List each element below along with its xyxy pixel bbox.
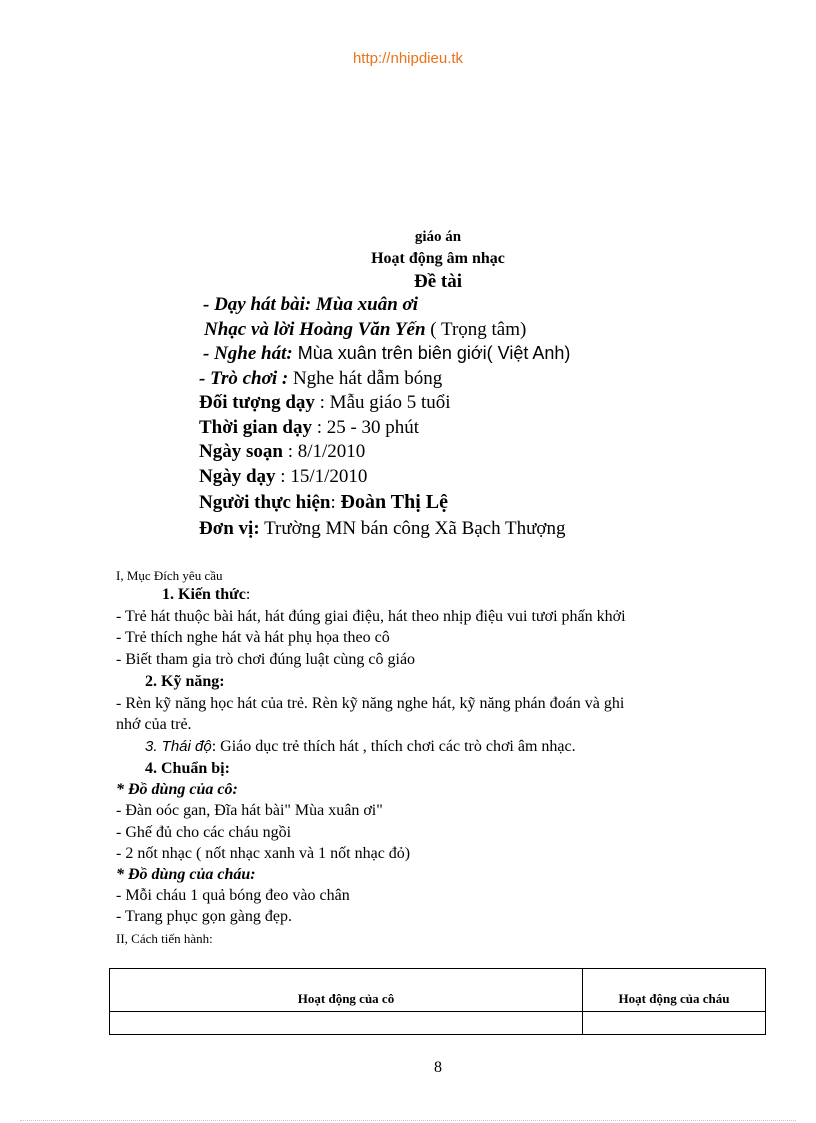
- author-line: [204, 319, 526, 341]
- game-value: Nghe hát dẫm bóng: [288, 368, 443, 389]
- knowledge-item-3: - Biết tham gia trò chơi đúng luật cùng cô giáo: [116, 651, 416, 668]
- attitude-line: [145, 738, 576, 756]
- doc-title-topic: Đề tài: [413, 271, 462, 292]
- knowledge-colon: :: [245, 586, 251, 603]
- page-bottom-divider: [20, 1120, 796, 1121]
- knowledge-item-2: - Trẻ thích nghe hát và hát phụ họa theo cô: [116, 629, 390, 646]
- game-label: - Trò chơi :: [199, 368, 289, 389]
- listen-label: - Nghe hát:: [203, 343, 293, 364]
- target-value: : Mẫu giáo 5 tuổi: [314, 392, 451, 413]
- teacher-line: [199, 491, 448, 514]
- prep-date-label: Ngày soạn: [199, 441, 283, 462]
- table-cell: [583, 1012, 766, 1035]
- page-number: 8: [434, 1059, 442, 1076]
- table-header-row: [110, 969, 766, 1012]
- knowledge-heading: [162, 586, 250, 604]
- teacher-tool-3: - 2 nốt nhạc ( nốt nhạc xanh và 1 nốt nhạc đỏ): [116, 845, 411, 862]
- teacher-colon: :: [330, 492, 341, 513]
- author-note: ( Trọng tâm): [425, 319, 527, 340]
- duration-label: Thời gian dạy: [199, 417, 312, 438]
- section-1-heading: I, Mục Đích yêu cầu: [116, 568, 223, 583]
- teach-date-value: : 15/1/2010: [275, 466, 368, 487]
- teacher-tools-heading: * Đồ dùng của cô:: [116, 781, 238, 798]
- skill-heading: 2. Kỹ năng:: [145, 673, 225, 690]
- game-line: [199, 368, 442, 390]
- duration-line: [199, 417, 419, 439]
- teach-date-line: [199, 466, 367, 488]
- target-label: Đối tượng dạy: [199, 392, 315, 413]
- table-row: [110, 1012, 766, 1035]
- unit-label: Đơn vị:: [199, 518, 260, 539]
- activity-table: [109, 968, 766, 1035]
- unit-value: Trường MN bán công Xã Bạch Thượng: [259, 518, 566, 539]
- teacher-name: Đoàn Thị Lệ: [340, 491, 448, 513]
- table-header-child: Hoạt động của cháu: [583, 969, 766, 1012]
- listen-value: Mùa xuân trên biên giới( Việt Anh): [292, 343, 571, 363]
- prep-date-value: : 8/1/2010: [282, 441, 366, 462]
- attitude-title: 3. Thái độ: [145, 738, 212, 755]
- table-header-teacher: Hoạt động của cô: [110, 969, 583, 1012]
- duration-value: : 25 - 30 phút: [311, 417, 420, 438]
- prep-heading: 4. Chuẩn bị:: [145, 760, 230, 777]
- source-url[interactable]: http://nhipdieu.tk: [352, 50, 464, 67]
- table-cell: [110, 1012, 583, 1035]
- skill-item-1-cont: nhớ của trẻ.: [116, 716, 192, 733]
- target-line: [199, 392, 451, 414]
- teacher-tool-2: - Ghế đủ cho các cháu ngồi: [116, 824, 292, 841]
- knowledge-item-1: - Trẻ hát thuộc bài hát, hát đúng giai điệu, hát theo nhịp điệu vui tươi phấn khởi: [116, 608, 626, 625]
- child-tool-2: - Trang phục gọn gàng đẹp.: [116, 908, 292, 925]
- unit-line: [199, 518, 565, 540]
- listen-line: [203, 343, 570, 365]
- teach-date-label: Ngày dạy: [199, 466, 276, 487]
- teacher-label: Người thực hiện: [199, 492, 331, 513]
- child-tool-1: - Mỗi cháu 1 quả bóng đeo vào chân: [116, 887, 350, 904]
- section-2-heading: II, Cách tiến hành:: [116, 931, 213, 946]
- knowledge-title: 1. Kiến thức: [162, 586, 246, 603]
- author-label: Nhạc và lời Hoàng Văn Yến: [204, 319, 426, 340]
- child-tools-heading: * Đồ dùng của cháu:: [116, 866, 256, 883]
- song-line: - Dạy hát bài: Mùa xuân ơi: [203, 294, 419, 315]
- attitude-text: : Giáo dục trẻ thích hát , thích chơi các trò chơi âm nhạc.: [211, 738, 576, 755]
- teacher-tool-1: - Đàn oóc gan, Đĩa hát bài" Mùa xuân ơi": [116, 802, 383, 819]
- doc-title-activity: Hoạt động âm nhạc: [371, 250, 505, 267]
- prep-date-line: [199, 441, 365, 463]
- skill-item-1: - Rèn kỹ năng học hát của trẻ. Rèn kỹ năng nghe hát, kỹ năng phán đoán và ghi: [116, 695, 625, 712]
- doc-title-lesson-plan: giáo án: [414, 229, 462, 245]
